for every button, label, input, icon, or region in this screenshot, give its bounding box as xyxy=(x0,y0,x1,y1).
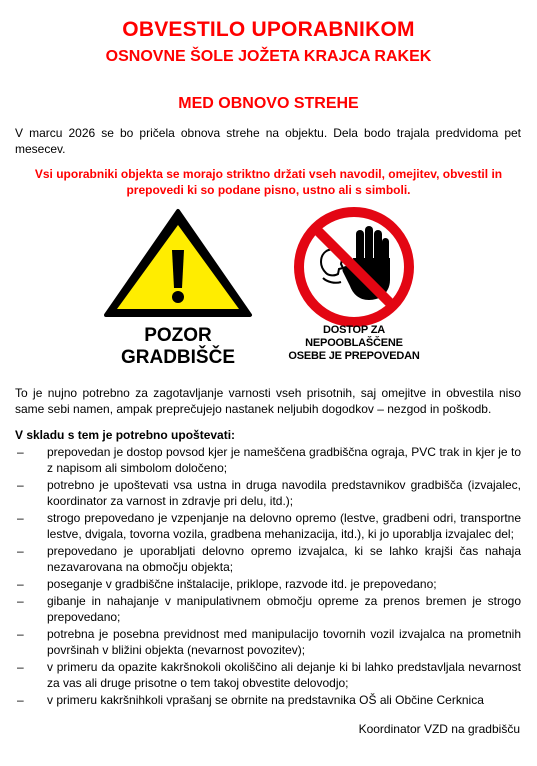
list-item-text: potrebno je upoštevati vsa ustna in druga navodila predstavnikov gradbišča (izvajalec, koordinator za varnost in zdravje pri delu, itd.); xyxy=(47,478,521,508)
list-item xyxy=(15,593,521,625)
rules-list xyxy=(15,444,521,709)
list-dash: – xyxy=(17,594,24,608)
section-heading: MED OBNOVO STREHE xyxy=(178,95,359,112)
warning-text: Vsi uporabniki objekta se morajo striktno držati vseh navodil, omejitev, obvestil in prepovedi ki so podane pisno, ustno ali s simboli. xyxy=(34,167,503,197)
no-entry-hand-icon xyxy=(293,206,415,328)
no-entry-label-line2: NEPOOBLAŠČENE xyxy=(305,337,403,349)
list-dash: – xyxy=(17,511,24,525)
list-item-text: v primeru da opazite kakršnokoli okoliščino ali dejanje ki bi lahko predstavljala nevarnost za vas ali druge prisotne o tem takoj obvestite delovodjo; xyxy=(47,660,521,690)
intro-paragraph: V marcu 2026 se bo pričela obnova strehe na objektu. Dela bodo trajala predvidoma pet mesecev. xyxy=(15,126,521,156)
list-dash: – xyxy=(17,478,24,492)
sign-label-line1: POZOR xyxy=(144,325,212,346)
list-item-text: poseganje v gradbiščne inštalacije, priklope, razvode itd. je prepovedano; xyxy=(47,577,437,591)
list-dash: – xyxy=(17,544,24,558)
safety-paragraph: To je nujno potrebno za zagotavljanje varnosti vseh prisotnih, saj omejitve in obvestila niso same sebi namen, ampak preprečujejo nastanek neljubih dogodkov – nezgod in poškodb. xyxy=(15,386,521,416)
list-dash: – xyxy=(17,693,24,707)
list-item-text: prepovedano je uporabljati delovno opremo izvajalca, ki se lahko krajši čas nahaja nezavarovana na območju objekta; xyxy=(47,544,521,574)
list-item xyxy=(15,543,521,575)
list-item xyxy=(15,659,521,691)
list-item xyxy=(15,477,521,509)
list-dash: – xyxy=(17,627,24,641)
list-item xyxy=(15,692,521,708)
rules-heading: V skladu s tem je potrebno upoštevati: xyxy=(15,428,236,442)
notice-title: OBVESTILO UPORABNIKOM xyxy=(122,18,415,41)
school-name: OSNOVNE ŠOLE JOŽETA KRAJCA RAKEK xyxy=(105,48,432,65)
list-dash: – xyxy=(17,660,24,674)
list-item-text: potrebna je posebna previdnost med manipulacijo tovornih vozil izvajalca na prometnih površinah v bližini objekta (nevarnost povozitev); xyxy=(47,627,521,657)
list-item xyxy=(15,626,521,658)
list-item xyxy=(15,444,521,476)
list-dash: – xyxy=(17,577,24,591)
signature-coordinator: Koordinator VZD na gradbišču xyxy=(358,722,520,736)
sign-label-line2: GRADBIŠČE xyxy=(120,347,235,368)
warning-triangle-icon xyxy=(103,208,253,318)
list-dash: – xyxy=(17,445,24,459)
list-item-text: strogo prepovedano je vzpenjanje na delovno opremo (lestve, gradbeni odri, transportne lestve, dvigala, tovorna vozila, gradbena mehanizacija, itd.), ki jo uporablja izvajalec del; xyxy=(47,511,521,541)
no-entry-sign-label xyxy=(284,324,424,363)
list-item-text: gibanje in nahajanje v manipulativnem območju opreme za prenos bremen je strogo prepovedano; xyxy=(47,594,521,624)
list-item-text: prepovedan je dostop povsod kjer je nameščena gradbiščna ograja, PVC trak in kjer je to z napisom ali simbolom določeno; xyxy=(47,445,521,475)
no-entry-label-line3: OSEBE JE PREPOVEDAN xyxy=(288,350,420,362)
construction-site-sign-label xyxy=(88,325,268,369)
no-entry-label-line1: DOSTOP ZA xyxy=(323,324,385,336)
list-item-text: v primeru kakršnihkoli vprašanj se obrnite na predstavnika OŠ ali Občine Cerknica xyxy=(47,693,484,707)
list-item xyxy=(15,576,521,592)
list-item xyxy=(15,510,521,542)
